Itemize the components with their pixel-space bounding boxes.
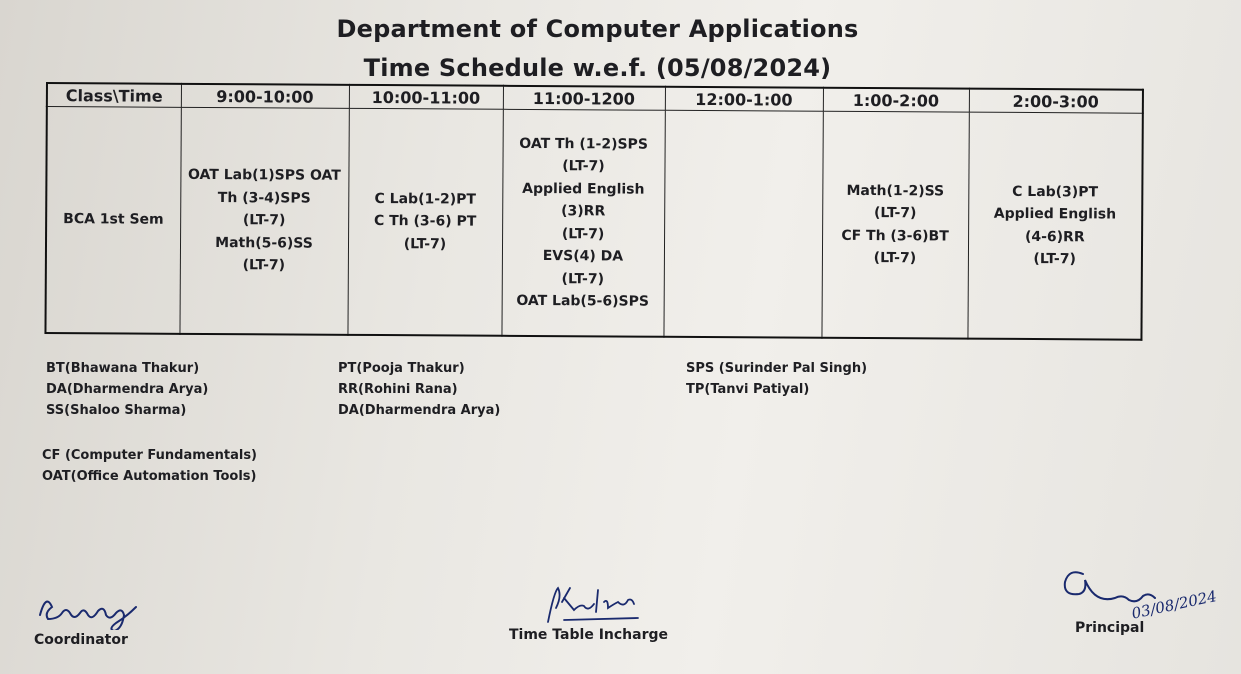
- cell-line: OAT Th (1-2)SPS: [519, 135, 648, 153]
- cell-line: C Th (3-6) PT: [373, 213, 477, 230]
- coordinator-signature: [30, 585, 180, 630]
- cell-line: Math(5-6)SS: [215, 234, 313, 252]
- cell-line: Math(1-2)SS: [846, 182, 945, 199]
- cell-line: (3)RR: [561, 203, 606, 220]
- cell-line: (4-6)RR: [1024, 228, 1085, 245]
- department-title: Department of Computer Applications: [336, 15, 859, 43]
- cell-line: Applied English: [522, 180, 645, 198]
- column-header-class: Class\Time: [47, 83, 181, 107]
- column-header-slot-4: 12:00-1:00: [665, 87, 823, 111]
- legend-item: SS(Shaloo Sharma): [46, 403, 187, 418]
- slot-cell-5: [821, 111, 968, 338]
- legend-faculty-col1: [46, 358, 208, 421]
- legend-item: DA(Dharmendra Arya): [46, 382, 209, 397]
- cell-line: OAT Lab(1)SPS OAT: [188, 167, 341, 185]
- class-name-cell: BCA 1st Sem: [45, 107, 180, 334]
- legend-item: PT(Pooja Thakur): [338, 361, 465, 376]
- cell-line: EVS(4) DA: [542, 248, 624, 265]
- legend-item: BT(Bhawana Thakur): [46, 361, 200, 376]
- table-row: [45, 107, 1142, 340]
- principal-date: 03/08/2024: [1130, 587, 1219, 623]
- cell-line: (LT-7): [242, 257, 286, 274]
- legend-item: RR(Rohini Rana): [338, 382, 458, 397]
- column-header-slot-2: 10:00-11:00: [349, 85, 503, 109]
- legend-faculty-col3: [686, 358, 867, 400]
- cell-line: Applied English: [993, 205, 1117, 223]
- coordinator-label: Coordinator: [34, 632, 128, 648]
- cell-line: (LT-7): [561, 270, 605, 287]
- cell-line: (LT-7): [873, 205, 917, 222]
- timetable-incharge-label: Time Table Incharge: [509, 627, 668, 643]
- cell-line: (LT-7): [562, 158, 605, 175]
- column-header-slot-6: 2:00-3:00: [969, 89, 1143, 114]
- slot-cell-4: [663, 110, 822, 337]
- schedule-title: Time Schedule w.e.f. (05/08/2024): [363, 54, 832, 82]
- cell-line: (LT-7): [873, 250, 917, 267]
- legend-item: SPS (Surinder Pal Singh): [686, 361, 868, 376]
- column-header-slot-3: 11:00-1200: [503, 86, 665, 110]
- slot-cell-1: [179, 107, 348, 335]
- slot-cell-2: [347, 108, 502, 335]
- legend-item: OAT(Office Automation Tools): [42, 469, 257, 484]
- legend-item: DA(Dharmendra Arya): [338, 403, 501, 418]
- incharge-signature: [540, 580, 650, 630]
- cell-line: (LT-7): [1033, 251, 1076, 268]
- legend-abbreviations: [42, 445, 257, 487]
- cell-line: (LT-7): [242, 212, 286, 229]
- column-header-slot-5: 1:00-2:00: [823, 88, 969, 112]
- timetable: [44, 82, 1144, 341]
- cell-line: (LT-7): [561, 225, 605, 242]
- cell-line: C Lab(1-2)PT: [374, 190, 477, 208]
- legend-item: CF (Computer Fundamentals): [42, 448, 257, 463]
- cell-line: OAT Lab(5-6)SPS: [516, 292, 650, 310]
- slot-cell-6: [967, 112, 1142, 340]
- cell-line: (LT-7): [403, 235, 447, 253]
- legend-item: TP(Tanvi Patiyal): [686, 382, 810, 397]
- column-header-slot-1: 9:00-10:00: [181, 84, 349, 109]
- cell-line: CF Th (3-6)BT: [841, 227, 949, 245]
- slot-cell-3: [501, 109, 664, 336]
- principal-label: Principal: [1075, 620, 1145, 636]
- cell-line: C Lab(3)PT: [1012, 183, 1099, 200]
- cell-line: Th (3-4)SPS: [217, 189, 311, 207]
- legend-faculty-col2: [338, 358, 500, 421]
